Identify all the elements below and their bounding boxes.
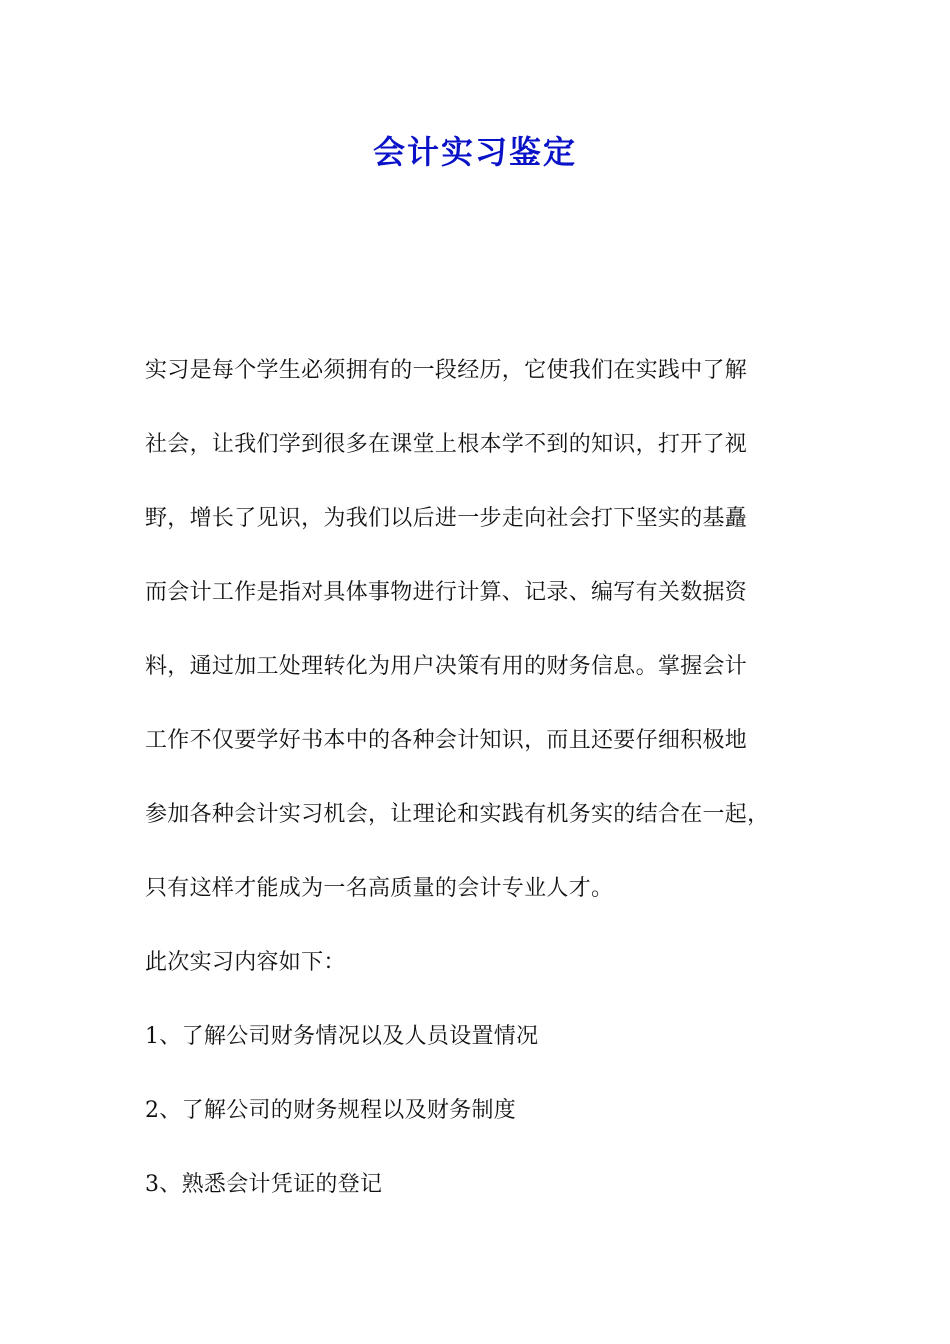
list-item: 2、了解公司的财务规程以及财务制度 [145,1098,517,1123]
paragraph-line: 参加各种会计实习机会，让理论和实践有机务实的结合在一起， [145,802,770,827]
paragraph-line: 社会，让我们学到很多在课堂上根本学不到的知识，打开了视 [145,432,748,457]
list-item: 1、了解公司财务情况以及人员设置情况 [145,1024,539,1049]
list-item: 3、熟悉会计凭证的登记 [145,1172,383,1197]
paragraph-line: 野，增长了见识，为我们以后进一步走向社会打下坚实的基矗 [145,506,748,531]
document-body [145,334,815,1222]
intro-line: 此次实习内容如下： [145,950,346,975]
document-title: 会计实习鉴定 [372,133,577,171]
paragraph-line: 而会计工作是指对具体事物进行计算、记录、编写有关数据资 [145,580,748,605]
paragraph-line: 料，通过加工处理转化为用户决策有用的财务信息。掌握会计 [145,654,748,679]
paragraph-line: 只有这样才能成为一名高质量的会计专业人才。 [145,876,614,901]
paragraph-line: 工作不仅要学好书本中的各种会计知识，而且还要仔细积极地 [145,728,748,753]
paragraph-line: 实习是每个学生必须拥有的一段经历，它使我们在实践中了解 [145,358,748,383]
